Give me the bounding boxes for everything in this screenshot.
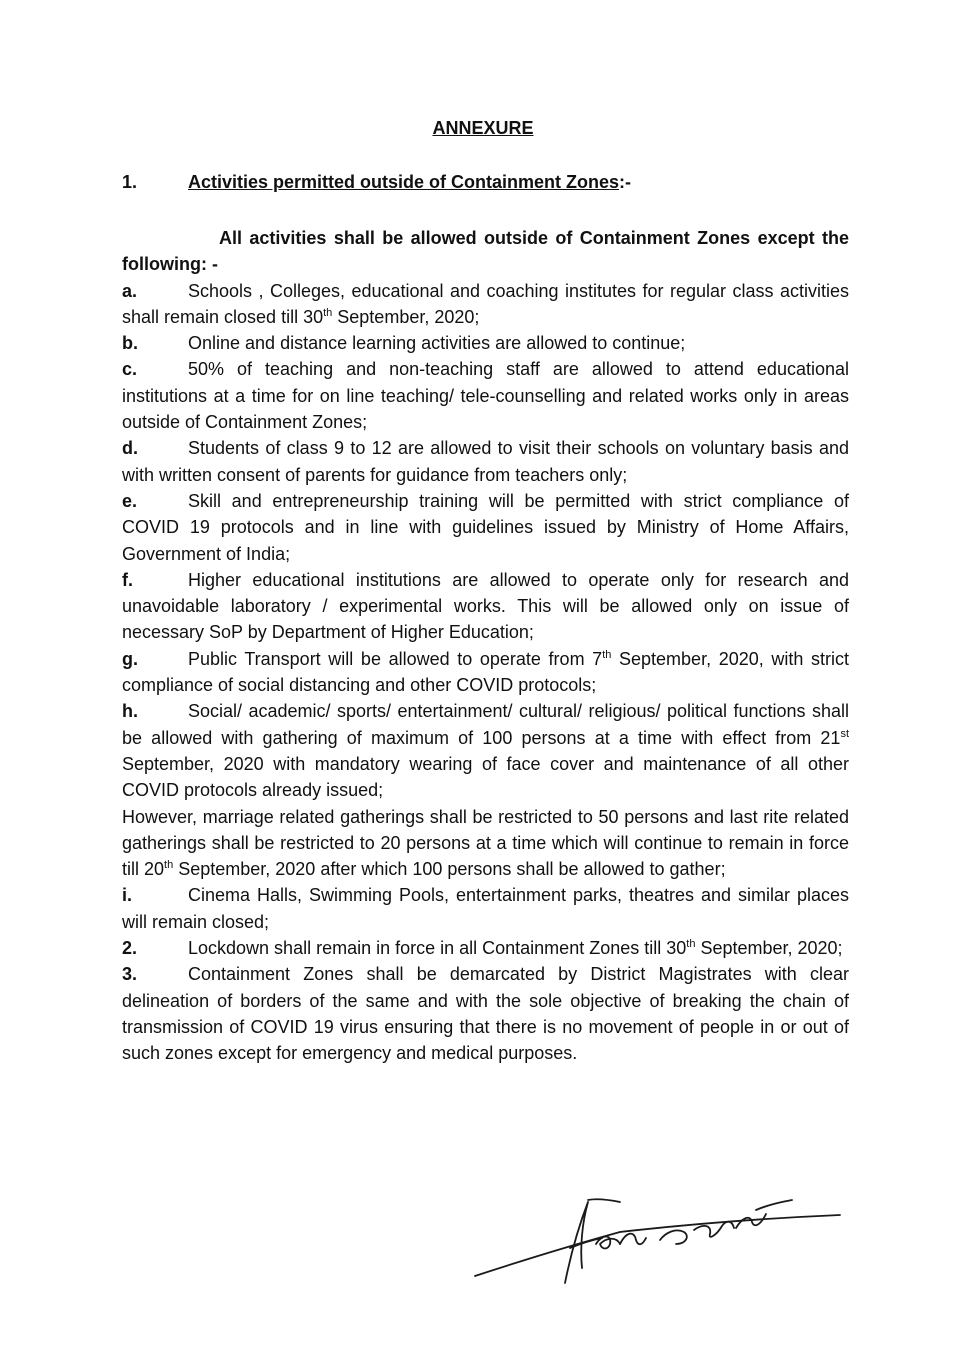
however-text: However, marriage related gatherings shall be restricted to 50 persons and last rite related gatherings shall be restricted to 20 persons at a time which will continue to remain in force till 20 [122,806,849,880]
item-b [122,330,849,356]
item-a-sup: th [323,306,333,319]
item-d [122,435,849,488]
item-e [122,488,849,567]
however-sup: th [164,859,174,872]
section-1-heading-text: Activities permitted outside of Containment Zones [188,172,620,192]
item-e-label: e. [122,490,138,511]
item-g-label: g. [122,648,138,669]
item-d-label: d. [122,438,138,459]
signature-loop-stroke [596,1237,620,1249]
point-2-text: Lockdown shall remain in force in all Containment Zones till 30 [188,938,687,959]
item-g-text-end: September, 2020, with strict compliance of social distancing and other COVID protocols; [122,648,849,696]
point-2 [122,935,849,961]
item-h [122,698,849,803]
signature-wave-stroke [660,1230,687,1244]
signature-wave-stroke-3 [736,1214,766,1228]
intro-paragraph: All activities shall be allowed outside of Containment Zones except the following: - [122,228,849,275]
point-3-text: Containment Zones shall be demarcated by District Magistrates with clear delineation of borders of the same and with the sole objective of breaking the chain of transmission of COVID 19 virus ensuring that there is no movement of people in or out of such zones except for emergency and medical purposes. [122,964,849,1064]
point-2-label: 2. [122,938,138,959]
item-a-text-end: September, 2020; [332,306,480,327]
item-d-text: Students of class 9 to 12 are allowed to visit their schools on voluntary basis and with written consent of parents for guidance from teachers only; [122,438,849,485]
item-g-text: Public Transport will be allowed to operate from 7 [188,648,603,669]
item-c-text: 50% of teaching and non-teaching staff are allowed to attend educational institutions at a time for on line teaching/ tele-counselling and related works only in areas outside of Containment Zones; [122,359,849,433]
item-b-label: b. [122,333,138,354]
annexure-title-text: ANNEXURE [432,118,534,138]
handwritten-signature [470,1188,850,1298]
item-e-text: Skill and entrepreneurship training will be permitted with strict compliance of COVID 19 protocols and in line with guidelines issued by Ministry of Home Affairs, Government of India; [122,490,849,564]
item-g-sup: th [602,648,612,661]
point-3-label: 3. [122,964,138,985]
item-a [122,278,849,331]
point-2-text-end: September, 2020; [695,938,843,959]
item-h-label: h. [122,701,138,722]
item-i-label: i. [122,885,133,906]
item-h-sup: st [840,727,849,740]
item-c-label: c. [122,359,138,380]
signature-tail-stroke [756,1200,792,1210]
item-h-text-end: September, 2020 with mandatory wearing of face cover and maintenance of all other COVID protocols already issued; [122,753,849,801]
item-c [122,356,849,435]
document-body [122,225,849,1067]
annexure-title [0,118,966,139]
item-f-text: Higher educational institutions are allowed to operate only for research and unavoidable laboratory / experimental works. This will be allowed only on issue of necessary SoP by Department of Higher Education; [122,569,849,643]
item-g [122,646,849,699]
item-a-label: a. [122,280,138,301]
section-1-heading-suffix: :- [619,172,632,192]
however-text-end: September, 2020 after which 100 persons shall be allowed to gather; [173,859,726,880]
item-b-text: Online and distance learning activities are allowed to continue; [188,333,686,354]
section-1-number: 1. [122,172,138,192]
however-paragraph [122,804,849,883]
signature-underline-stroke-2 [620,1215,840,1232]
point-3 [122,961,849,1066]
signature-loop-stroke-2 [620,1234,646,1245]
signature-letter-stroke-3 [588,1199,620,1202]
item-h-text: Social/ academic/ sports/ entertainment/ cultural/ religious/ political functions shall be allowed with gathering of maximum of 100 persons at a time with effect from 21 [122,701,849,748]
item-f [122,567,849,646]
item-a-text: Schools , Colleges, educational and coaching institutes for regular class activities shall remain closed till 30 [122,280,849,327]
point-2-sup: th [686,938,696,951]
item-i [122,882,849,935]
item-f-label: f. [122,569,133,590]
section-1-heading [122,172,631,193]
item-i-text: Cinema Halls, Swimming Pools, entertainment parks, theatres and similar places will remain closed; [122,885,849,932]
